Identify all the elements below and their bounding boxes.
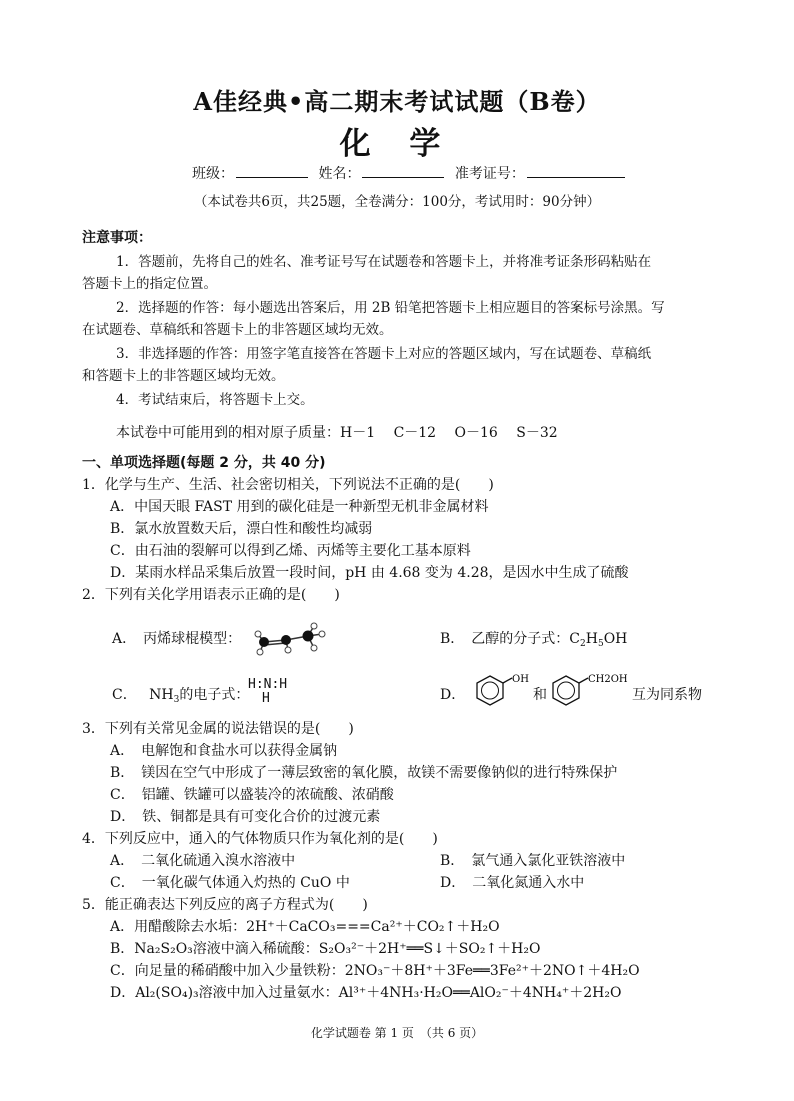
nh3-electron-dot-diagram — [248, 678, 287, 706]
q4-option-c[interactable]: C． 一氧化碳气体通入灼热的 CuO 中 — [110, 875, 350, 891]
propene-ball-stick-model-icon — [252, 618, 332, 660]
q1-option-b[interactable]: B．氯水放置数天后，漂白性和酸性均减弱 — [110, 521, 373, 537]
q4-option-b[interactable]: B． 氯气通入氯化亚铁溶液中 — [440, 853, 626, 869]
benzyl-alcohol-structure-icon — [548, 672, 632, 712]
notice-item4: 4．考试结束后，将答题卡上交。 — [116, 392, 314, 408]
q5-stem: 5．能正确表达下列反应的离子方程式为( ) — [82, 897, 368, 913]
q5-option-b[interactable]: B．Na₂S₂O₃溶液中滴入稀硫酸：S₂O₃²⁻＋2H⁺══S↓＋SO₂↑＋H₂O — [110, 941, 541, 957]
nh3-bottom-h: H — [262, 691, 270, 706]
q3-stem: 3．下列有关常见金属的说法错误的是( ) — [82, 721, 354, 737]
notice-heading: 注意事项： — [82, 230, 152, 246]
atomic-mass-line: 本试卷中可能用到的相对原子质量：H－1 C－12 O－16 S－32 — [116, 425, 558, 441]
q3-option-a[interactable]: A． 电解饱和食盐水可以获得金属钠 — [110, 743, 338, 759]
q1-option-d[interactable]: D．某雨水样品采集后放置一段时间，pH 由 4.68 变为 4.28，是因水中生成了硫酸 — [110, 565, 629, 581]
notice-item1: 1．答题前，先将自己的姓名、准考证号写在试题卷和答题卡上，并将准考证条形码粘贴在 — [116, 254, 652, 270]
exam-title: A佳经典•高二期末考试试题（B卷） — [193, 87, 601, 116]
notice-item2-cont: 在试题卷、草稿纸和答题卡上的非答题区域均无效。 — [82, 322, 393, 338]
q2-d-and: 和 — [533, 687, 547, 703]
phenol-structure-icon — [472, 672, 536, 712]
name-blank[interactable] — [362, 164, 444, 178]
q5-option-d[interactable]: D．Al₂(SO₄)₃溶液中加入过量氨水：Al³⁺＋4NH₃·H₂O══AlO₂⁻＋4NH₄⁺＋2H₂O — [110, 985, 622, 1001]
nh3-dot-row: H:N:H — [248, 677, 288, 692]
notice-item1-cont: 答题卡上的指定位置。 — [82, 276, 217, 292]
q2-option-b[interactable]: B． 乙醇的分子式：$C_2H_5OH$ — [440, 631, 628, 649]
q2-d-tail: 互为同系物 — [632, 687, 702, 703]
class-label: 班级： — [192, 166, 234, 182]
subject-title: 化 学 — [339, 126, 455, 162]
q4-option-a[interactable]: A． 二氧化硫通入溴水溶液中 — [110, 853, 296, 869]
name-label: 姓名： — [318, 166, 361, 182]
q3-option-d[interactable]: D． 铁、铜都是具有可变化合价的过渡元素 — [110, 809, 381, 825]
notice-item3: 3．非选择题的作答：用签字笔直接答在答题卡上对应的答题区域内，写在试题卷、草稿纸 — [116, 346, 652, 362]
q4-stem: 4．下列反应中，通入的气体物质只作为氧化剂的是( ) — [82, 831, 438, 847]
exam-info: （本试卷共6页，共25题，全卷满分：100分，考试用时：90分钟） — [193, 194, 601, 210]
q3-option-c[interactable]: C． 铝罐、铁罐可以盛装冷的浓硫酸、浓硝酸 — [110, 787, 394, 803]
exam-no-blank[interactable] — [527, 164, 625, 178]
q2-stem: 2．下列有关化学用语表示正确的是( ) — [82, 587, 340, 603]
notice-item2: 2．选择题的作答：每小题选出答案后，用 2B 铅笔把答题卡上相应题目的答案标号涂黑。写 — [116, 300, 665, 316]
q3-option-b[interactable]: B． 镁因在空气中形成了一薄层致密的氧化膜，故镁不需要像钠似的进行特殊保护 — [110, 765, 618, 781]
page-footer: 化学试题卷 第 1 页 （共 6 页） — [310, 1026, 484, 1040]
benzyl-ch2oh-text: CH2OH — [588, 674, 628, 685]
student-info-line — [192, 163, 631, 183]
q2-option-c[interactable]: C． $NH_3$的电子式： — [112, 687, 250, 705]
q4-option-d[interactable]: D． 二氧化氮通入水中 — [440, 875, 585, 891]
q5-option-a[interactable]: A．用醋酸除去水垢：2H⁺＋CaCO₃===Ca²⁺＋CO₂↑＋H₂O — [110, 919, 500, 935]
q1-option-a[interactable]: A．中国天眼 FAST 用到的碳化硅是一种新型无机非金属材料 — [110, 499, 489, 515]
class-blank[interactable] — [236, 164, 308, 178]
section1-heading: 一、单项选择题(每题 2 分，共 40 分) — [82, 455, 326, 471]
notice-item3-cont: 和答题卡上的非答题区域均无效。 — [82, 368, 285, 384]
nh3-label: $NH_3$的电子式： — [149, 687, 250, 705]
q5-option-c[interactable]: C．向足量的稀硝酸中加入少量铁粉：2NO₃⁻＋8H⁺＋3Fe══3Fe²⁺＋2NO↑＋4H₂O — [110, 963, 640, 979]
ethanol-formula: $C_2H_5OH$ — [569, 631, 628, 649]
q1-stem: 1．化学与生产、生活、社会密切相关，下列说法不正确的是( ) — [82, 477, 494, 493]
q2-option-a[interactable]: A． 丙烯球棍模型： — [112, 631, 242, 647]
exam-no-label: 准考证号： — [454, 166, 525, 182]
q2-option-d[interactable]: D． — [440, 687, 466, 703]
q1-option-c[interactable]: C．由石油的裂解可以得到乙烯、丙烯等主要化工基本原料 — [110, 543, 471, 559]
phenol-oh-text: OH — [512, 674, 529, 685]
